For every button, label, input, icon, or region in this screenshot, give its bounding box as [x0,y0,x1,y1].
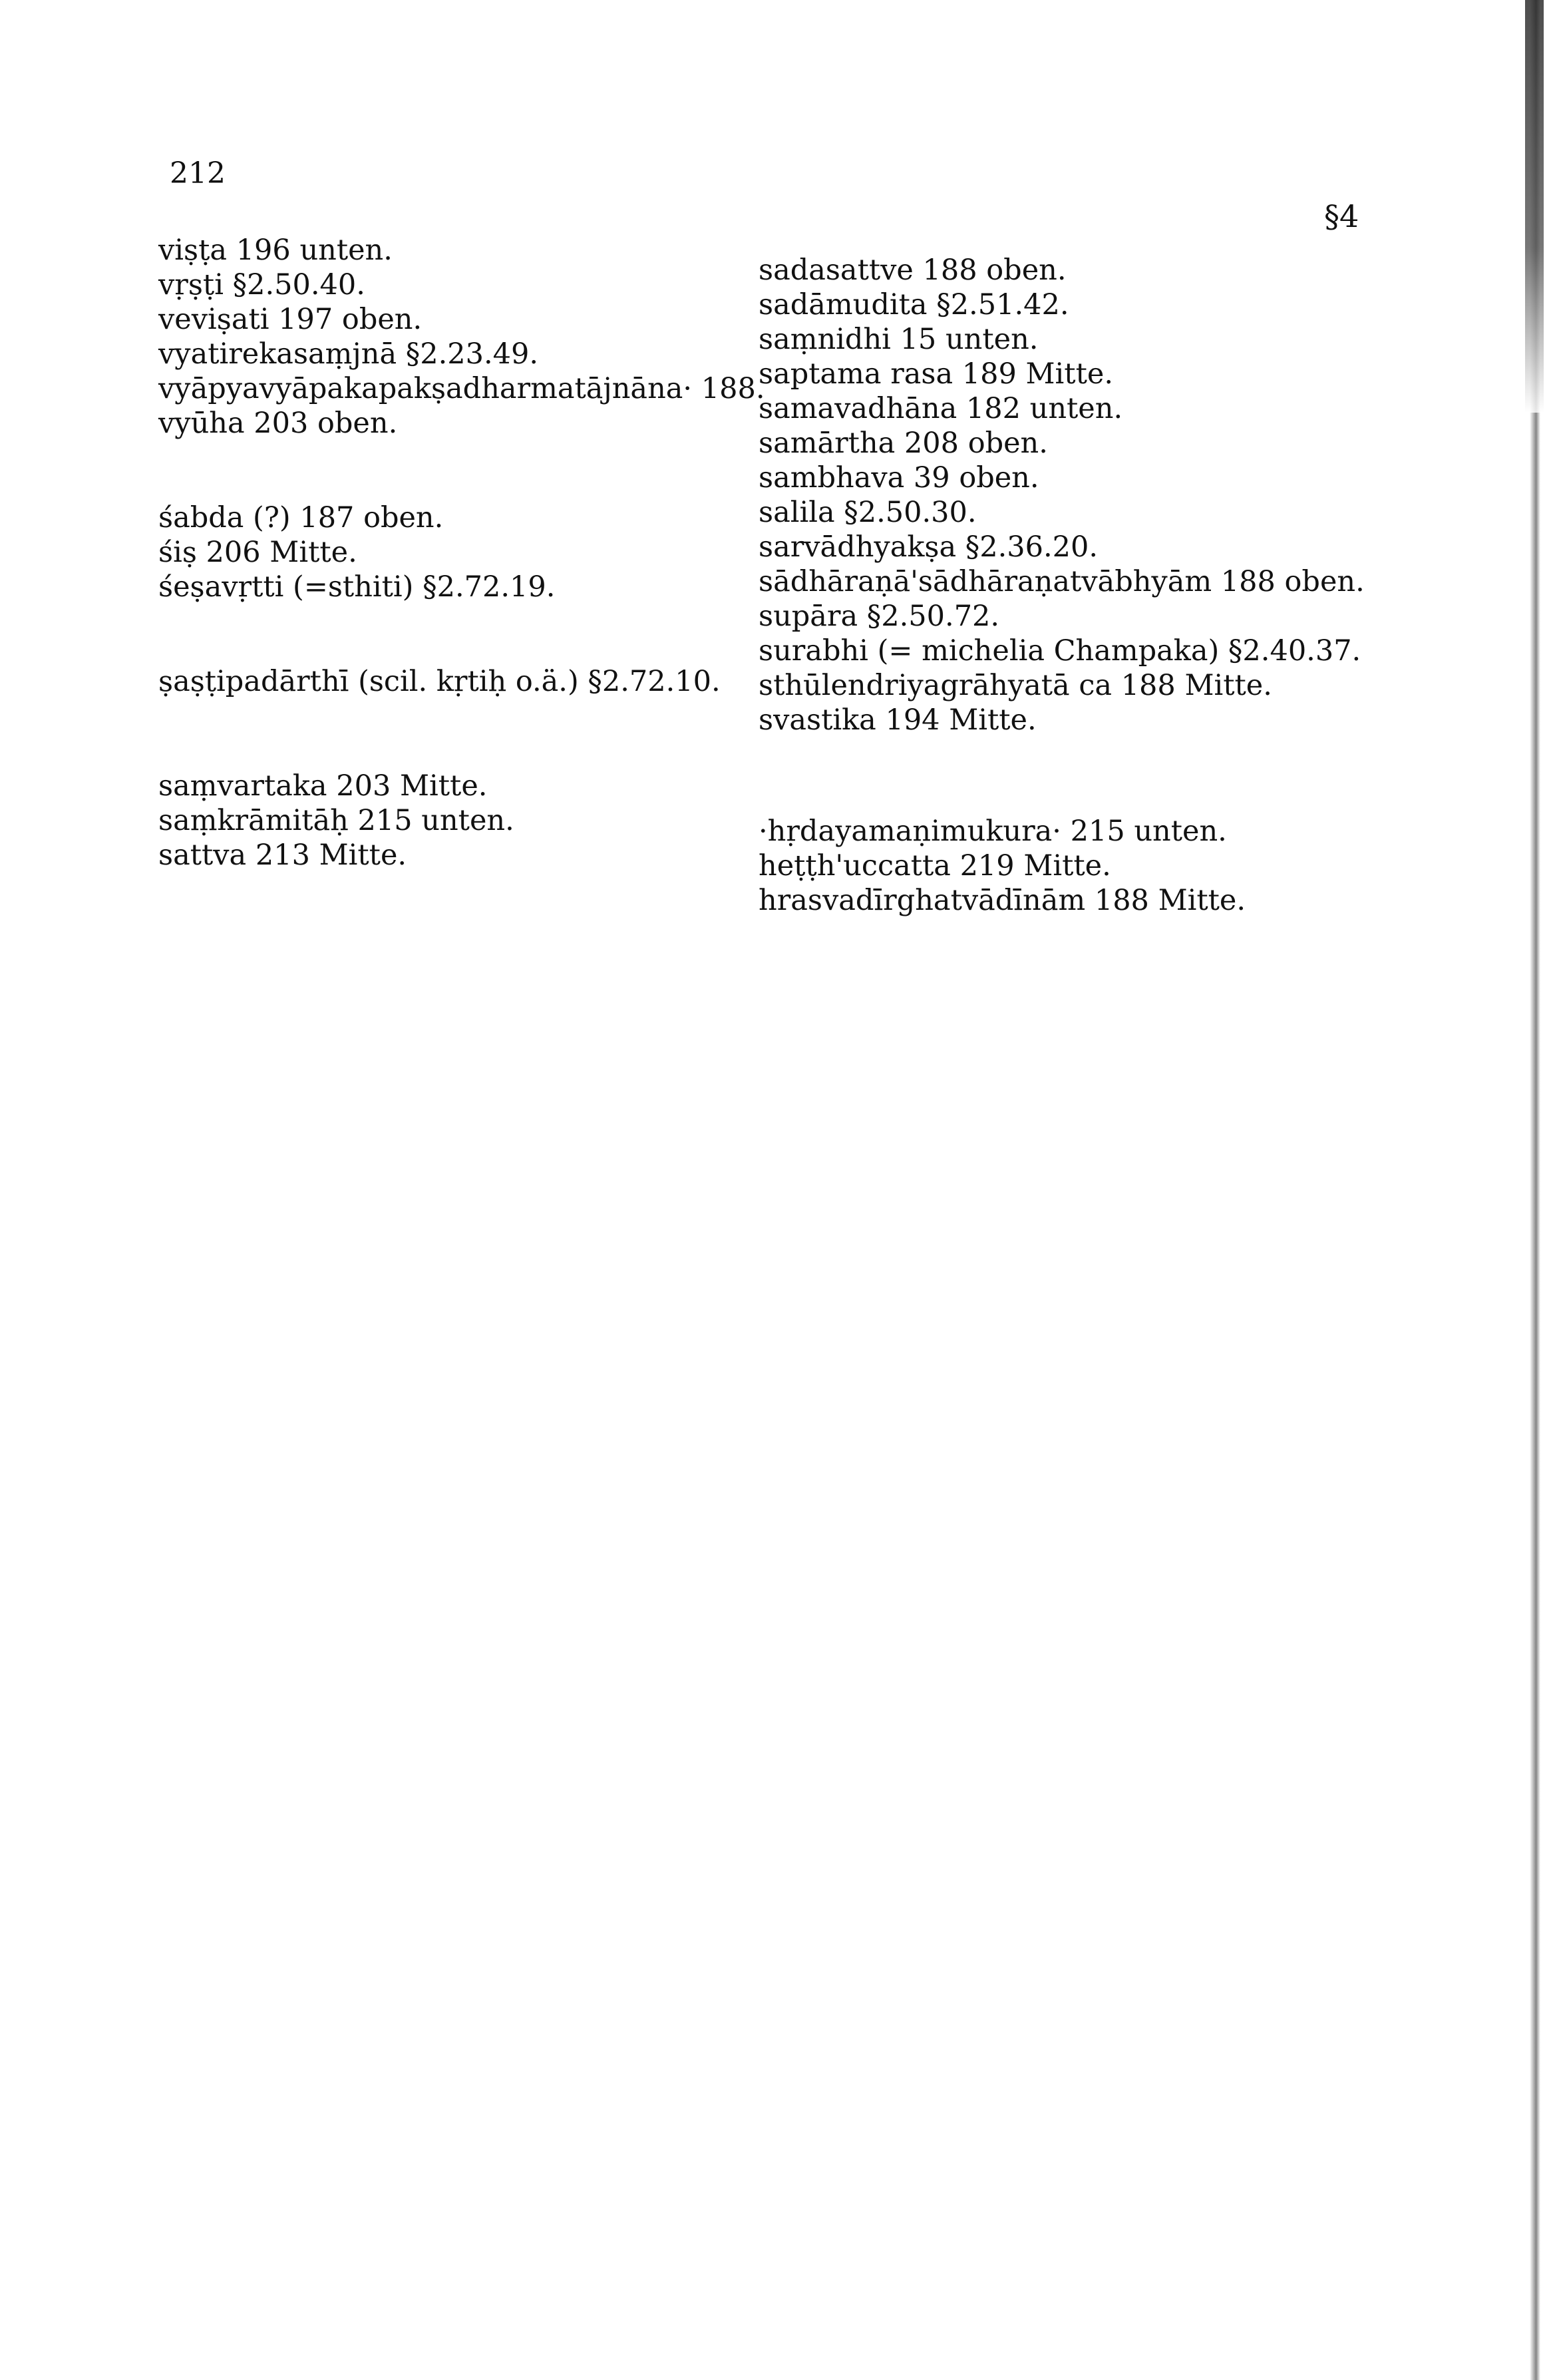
index-entry: surabhi (= michelia Champaka) §2.40.37. [759,634,1361,668]
index-entry: sarvādhyakṣa §2.36.20. [759,530,1099,564]
index-entry: samavadhāna 182 unten. [759,392,1123,425]
index-entry: śeṣavṛtti (=sthiti) §2.72.19. [158,570,556,604]
right-column [759,253,1397,978]
index-entry: ṣaṣṭipadārthī (scil. kṛtiḥ o.ä.) §2.72.10. [158,665,721,698]
index-entry: heṭṭh'uccatta 219 Mitte. [759,849,1111,883]
index-entry: samārtha 208 oben. [759,427,1048,460]
left-group-v [158,233,765,441]
index-entry: sādhāraṇā'sādhāraṇatvābhyām 188 oben. [759,565,1365,598]
index-entry: vyāpyavyāpakapakṣadharmatājnāna· 188. [158,372,765,405]
index-entry: viṣṭa 196 unten. [158,234,393,267]
index-entry: saṃkrāmitāḥ 215 unten. [158,804,514,837]
index-entry: sadasattve 188 oben. [759,254,1067,287]
index-entry: vṛṣṭi §2.50.40. [158,268,365,301]
index-entry: saṃvartaka 203 Mitte. [158,769,488,803]
index-entry: vyūha 203 oben. [158,407,398,440]
index-entry: ·hṛdayamaṇimukura· 215 unten. [759,815,1227,848]
index-entry: supāra §2.50.72. [759,600,1000,633]
right-group-s [759,253,1397,737]
index-entry: hrasvadīrghatvādīnām 188 Mitte. [759,884,1246,917]
index-entry: vyatirekasaṃjnā §2.23.49. [158,337,539,371]
index-entry: sambhava 39 oben. [759,461,1039,495]
index-entry: sthūlendriyagrāhyatā ca 188 Mitte. [759,669,1272,702]
index-entry: saṃnidhi 15 unten. [759,323,1039,356]
right-group-h [759,814,1397,918]
left-group-ssa [158,664,757,699]
left-column [158,233,765,932]
section-mark: §4 [1324,198,1359,234]
index-entry: veviṣati 197 oben. [158,303,423,336]
index-entry: śabda (?) 187 oben. [158,501,444,534]
left-group-sha [158,500,757,604]
index-entry: salila §2.50.30. [759,496,977,529]
index-entry: saptama rasa 189 Mitte. [759,357,1113,391]
index-entry: śiṣ 206 Mitte. [158,536,357,569]
index-entry: sadāmudita §2.51.42. [759,288,1069,321]
index-entry: svastika 194 Mitte. [759,703,1037,737]
page-number: 212 [170,156,226,190]
left-group-sa [158,769,757,873]
scan-edge-shadow [1525,0,1544,413]
index-entry: sattva 213 Mitte. [158,839,407,872]
